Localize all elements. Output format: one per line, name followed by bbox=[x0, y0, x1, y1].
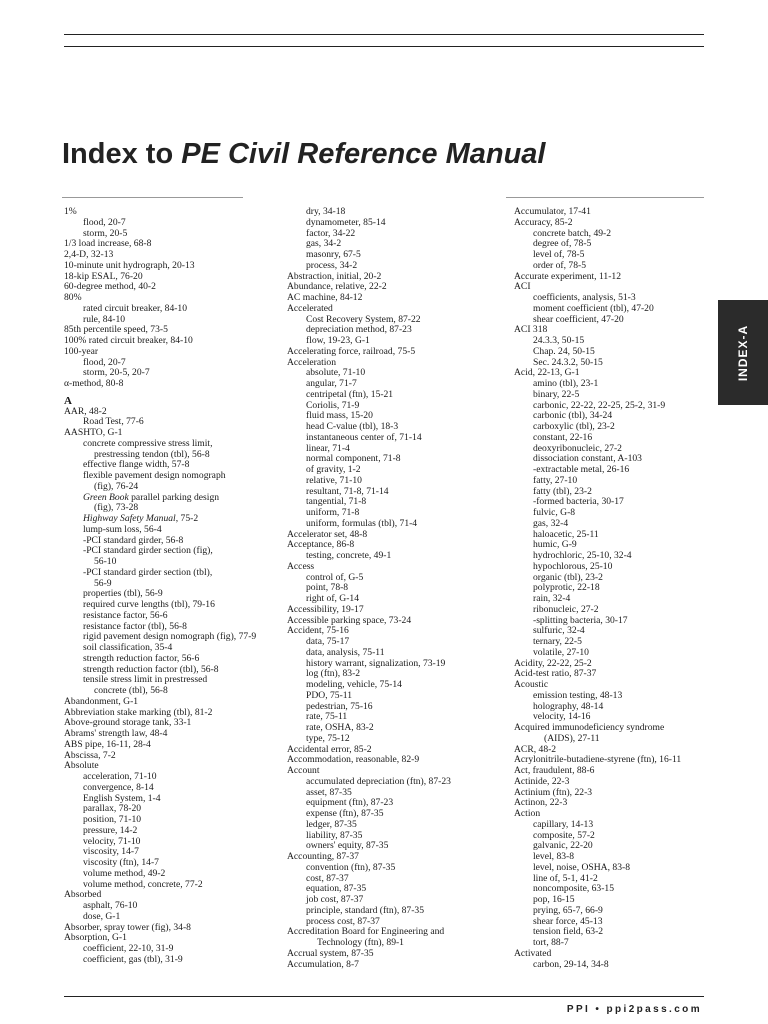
index-entry: shear force, 45-13 bbox=[533, 915, 603, 927]
index-entry: accumulated depreciation (ftn), 87-23 bbox=[306, 775, 451, 787]
index-entry: absolute, 71-10 bbox=[306, 367, 366, 379]
index-entry: capillary, 14-13 bbox=[533, 818, 594, 830]
footer-publisher: PPI • ppi2pass.com bbox=[566, 1004, 702, 1015]
index-entry: properties (tbl), 56-9 bbox=[83, 588, 163, 600]
index-entry: rated circuit breaker, 84-10 bbox=[83, 302, 188, 314]
index-entry: Above-ground storage tank, 33-1 bbox=[64, 717, 192, 729]
index-entry: history warrant, signalization, 73-19 bbox=[306, 657, 446, 669]
index-entry: level of, 78-5 bbox=[533, 249, 585, 260]
index-entry: asset, 87-35 bbox=[306, 786, 352, 798]
index-entry: AC machine, 84-12 bbox=[287, 292, 363, 303]
index-entry: Accreditation Board for Engineering and bbox=[287, 926, 445, 938]
index-entry: carbonic, 22-22, 22-25, 25-2, 31-9 bbox=[533, 399, 666, 411]
top-rule bbox=[64, 34, 704, 35]
index-entry: relative, 71-10 bbox=[306, 474, 362, 486]
index-entry: gas, 32-4 bbox=[533, 517, 569, 529]
index-entry: Acquired immunodeficiency syndrome bbox=[514, 722, 665, 733]
index-entry: 1/3 load increase, 68-8 bbox=[64, 238, 152, 250]
index-entry: tension field, 63-2 bbox=[533, 926, 604, 938]
index-entry: 100% rated circuit breaker, 84-10 bbox=[64, 335, 193, 346]
index-entry: Absorbed bbox=[64, 889, 102, 901]
index-entry: job cost, 87-37 bbox=[306, 894, 364, 905]
index-entry: 100-year bbox=[64, 345, 99, 357]
index-entry: coefficient, gas (tbl), 31-9 bbox=[83, 953, 183, 965]
title-prefix: Index to bbox=[62, 138, 182, 170]
index-entry: Acid, 22-13, G-1 bbox=[514, 367, 580, 379]
index-entry: galvanic, 22-20 bbox=[533, 840, 593, 852]
index-entry: level, noise, OSHA, 83-8 bbox=[533, 861, 630, 873]
index-entry: linear, 71-4 bbox=[306, 442, 350, 454]
index-entry: principle, standard (ftn), 87-35 bbox=[306, 904, 425, 916]
index-entry: 10-minute unit hydrograph, 20-13 bbox=[64, 259, 195, 271]
index-entry: required curve lengths (tbl), 79-16 bbox=[83, 599, 215, 610]
index-entry: resistance factor (tbl), 56-8 bbox=[83, 620, 187, 632]
index-entry: shear coefficient, 47-20 bbox=[533, 313, 624, 325]
index-entry: Accelerator set, 48-8 bbox=[287, 528, 368, 540]
index-entry: hydrochloric, 25-10, 32-4 bbox=[533, 550, 632, 561]
index-entry: coefficient, 22-10, 31-9 bbox=[83, 943, 174, 954]
index-entry: rate, OSHA, 83-2 bbox=[306, 722, 374, 733]
index-entry: volume method, concrete, 77-2 bbox=[83, 878, 203, 890]
index-entry: process cost, 87-37 bbox=[306, 915, 380, 927]
index-entry: angular, 71-7 bbox=[306, 378, 357, 389]
index-entry: noncomposite, 63-15 bbox=[533, 883, 615, 895]
index-entry: dose, G-1 bbox=[83, 910, 121, 922]
index-entry: level, 83-8 bbox=[533, 851, 575, 862]
title-underline bbox=[62, 197, 243, 198]
index-entry: fatty, 27-10 bbox=[533, 474, 578, 486]
index-entry-rest: parallel parking design bbox=[128, 491, 220, 503]
index-entry: carboxylic (tbl), 23-2 bbox=[533, 421, 615, 432]
index-entry: type, 75-12 bbox=[306, 732, 350, 744]
index-entry: control of, G-5 bbox=[306, 571, 364, 583]
index-entry: volume method, 49-2 bbox=[83, 867, 166, 879]
index-entry: haloacetic, 25-11 bbox=[533, 528, 599, 540]
index-entry: viscosity, 14-7 bbox=[83, 846, 139, 858]
index-entry bbox=[64, 493, 256, 504]
index-entry: expense (ftn), 87-35 bbox=[306, 808, 384, 819]
index-entry: convention (ftn), 87-35 bbox=[306, 861, 396, 873]
index-entry: centripetal (ftn), 15-21 bbox=[306, 388, 394, 400]
index-entry: Absorption, G-1 bbox=[64, 932, 127, 944]
index-entry: modeling, vehicle, 75-14 bbox=[306, 679, 402, 690]
index-entry: resultant, 71-8, 71-14 bbox=[306, 485, 389, 497]
index-entry: Accessibility, 19-17 bbox=[287, 603, 364, 615]
index-entry: Abandonment, G-1 bbox=[64, 695, 139, 707]
index-entry: concrete batch, 49-2 bbox=[533, 227, 612, 239]
index-entry: pop, 16-15 bbox=[533, 894, 575, 905]
index-entry: Act, fraudulent, 88-6 bbox=[514, 765, 595, 776]
index-entry: Access bbox=[287, 560, 315, 572]
index-entry: 18-kip ESAL, 76-20 bbox=[64, 270, 143, 282]
index-entry: Sec. 24.3.2, 50-15 bbox=[533, 356, 603, 368]
index-entry: Accelerated bbox=[287, 302, 333, 314]
index-entry: Action bbox=[514, 808, 541, 819]
index-entry: -extractable metal, 26-16 bbox=[533, 464, 630, 475]
index-entry: tangential, 71-8 bbox=[306, 496, 367, 508]
index-entry: position, 71-10 bbox=[83, 814, 142, 825]
index-column-3 bbox=[514, 207, 681, 970]
index-entry: English System, 1-4 bbox=[83, 792, 161, 804]
index-entry: Acrylonitrile-butadiene-styrene (ftn), 16-11 bbox=[514, 754, 682, 766]
top-rule-2 bbox=[64, 46, 704, 47]
index-entry: prying, 65-7, 66-9 bbox=[533, 904, 603, 916]
index-entry: dynamometer, 85-14 bbox=[306, 216, 386, 228]
index-entry: -PCI standard girder section (tbl), bbox=[83, 566, 213, 578]
index-entry: process, 34-2 bbox=[306, 259, 358, 271]
index-entry: 56-9 bbox=[94, 577, 112, 589]
index-entry: 60-degree method, 40-2 bbox=[64, 281, 156, 293]
index-entry: storm, 20-5 bbox=[83, 227, 128, 239]
index-entry: flow, 19-23, G-1 bbox=[306, 335, 370, 346]
index-entry: dry, 34-18 bbox=[306, 206, 346, 217]
index-entry: volatile, 27-10 bbox=[533, 646, 589, 658]
index-entry: data, 75-17 bbox=[306, 636, 350, 647]
index-entry: Accounting, 87-37 bbox=[287, 851, 359, 862]
index-entry: Abscissa, 7-2 bbox=[64, 749, 116, 761]
index-entry: Accuracy, 85-2 bbox=[514, 216, 573, 228]
index-entry: ACR, 48-2 bbox=[514, 743, 557, 755]
index-entry: moment coefficient (tbl), 47-20 bbox=[533, 302, 654, 314]
index-entry: AASHTO, G-1 bbox=[64, 427, 123, 438]
index-entry: instantaneous center of, 71-14 bbox=[306, 431, 422, 443]
index-entry: fatty (tbl), 23-2 bbox=[533, 485, 592, 497]
index-entry: fluid mass, 15-20 bbox=[306, 410, 373, 422]
index-entry: rigid pavement design nomograph (fig), 77-9 bbox=[83, 631, 257, 643]
index-entry: right of, G-14 bbox=[306, 593, 360, 604]
index-entry: tensile stress limit in prestressed bbox=[83, 674, 208, 686]
index-entry: PDO, 75-11 bbox=[306, 689, 353, 701]
index-entry: pressure, 14-2 bbox=[83, 824, 138, 836]
index-entry: Acidity, 22-22, 25-2 bbox=[514, 657, 592, 669]
index-entry: of gravity, 1-2 bbox=[306, 464, 361, 475]
index-entry: factor, 34-22 bbox=[306, 227, 356, 239]
index-entry: velocity, 14-16 bbox=[533, 711, 591, 723]
index-entry: Cost Recovery System, 87-22 bbox=[306, 313, 421, 325]
index-entry: 80% bbox=[64, 292, 82, 303]
index-entry: point, 78-8 bbox=[306, 582, 349, 594]
index-entry: ACI bbox=[514, 281, 531, 293]
index-entry: Account bbox=[287, 765, 320, 776]
index-entry: ABS pipe, 16-11, 28-4 bbox=[64, 738, 151, 750]
index-entry: Acid-test ratio, 87-37 bbox=[514, 668, 597, 680]
index-entry: Acceptance, 86-8 bbox=[287, 539, 355, 551]
index-entry: depreciation method, 87-23 bbox=[306, 324, 412, 336]
index-entry: Accidental error, 85-2 bbox=[287, 743, 372, 755]
index-entry: carbonic (tbl), 34-24 bbox=[533, 410, 613, 422]
index-entry: equation, 87-35 bbox=[306, 883, 367, 895]
index-entry: owners' equity, 87-35 bbox=[306, 840, 389, 852]
index-entry: Absolute bbox=[64, 760, 99, 772]
index-entry: strength reduction factor (tbl), 56-8 bbox=[83, 663, 219, 675]
index-entry: prestressing tendon (tbl), 56-8 bbox=[94, 448, 210, 460]
index-entry: flexible pavement design nomograph bbox=[83, 470, 226, 481]
index-entry: Road Test, 77-6 bbox=[83, 416, 144, 428]
index-entry: α-method, 80-8 bbox=[64, 378, 124, 389]
index-entry: (fig), 76-24 bbox=[94, 480, 139, 492]
index-entry: rain, 32-4 bbox=[533, 593, 571, 604]
index-entry: 85th percentile speed, 73-5 bbox=[64, 324, 168, 336]
index-entry: Accelerating force, railroad, 75-5 bbox=[287, 345, 416, 357]
index-entry: viscosity (ftn), 14-7 bbox=[83, 857, 159, 868]
index-entry: deoxyribonucleic, 27-2 bbox=[533, 442, 622, 454]
index-entry: Actinon, 22-3 bbox=[514, 797, 568, 809]
index-entry: flood, 20-7 bbox=[83, 356, 126, 368]
index-entry: ledger, 87-35 bbox=[306, 818, 357, 830]
index-entry: lump-sum loss, 56-4 bbox=[83, 523, 162, 535]
index-entry: velocity, 71-10 bbox=[83, 835, 141, 847]
index-entry: Absorber, spray tower (fig), 34-8 bbox=[64, 921, 191, 933]
index-entry: rule, 84-10 bbox=[83, 313, 126, 325]
index-entry: line of, 5-1, 41-2 bbox=[533, 872, 598, 884]
index-entry: coefficients, analysis, 51-3 bbox=[533, 292, 636, 303]
index-entry: order of, 78-5 bbox=[533, 259, 587, 271]
index-entry: degree of, 78-5 bbox=[533, 238, 592, 250]
index-entry: Abundance, relative, 22-2 bbox=[287, 281, 387, 293]
index-entry: resistance factor, 56-6 bbox=[83, 609, 168, 621]
index-entry: tort, 88-7 bbox=[533, 937, 569, 948]
index-entry: Accessible parking space, 73-24 bbox=[287, 614, 412, 626]
index-entry: acceleration, 71-10 bbox=[83, 771, 157, 782]
index-entry: 1% bbox=[64, 206, 77, 217]
index-entry: uniform, 71-8 bbox=[306, 507, 360, 518]
footer-rule bbox=[64, 996, 704, 997]
index-entry: storm, 20-5, 20-7 bbox=[83, 367, 150, 379]
index-entry: Abrams' strength law, 48-4 bbox=[64, 728, 168, 739]
index-entry: Abstraction, initial, 20-2 bbox=[287, 270, 382, 282]
index-entry: 2,4-D, 32-13 bbox=[64, 249, 114, 260]
index-entry: AAR, 48-2 bbox=[64, 405, 107, 417]
title-underline-right bbox=[506, 197, 704, 198]
index-entry: composite, 57-2 bbox=[533, 829, 595, 841]
index-column-2 bbox=[287, 207, 451, 970]
index-side-tab[interactable] bbox=[718, 300, 768, 405]
index-entry: liability, 87-35 bbox=[306, 829, 363, 841]
index-entry: soil classification, 35-4 bbox=[83, 642, 173, 653]
index-entry: Accrual system, 87-35 bbox=[287, 947, 374, 959]
index-entry: -PCI standard girder, 56-8 bbox=[83, 534, 184, 546]
index-entry: Acoustic bbox=[514, 679, 549, 690]
index-entry-italic: Green Book bbox=[83, 491, 129, 503]
index-entry: Activated bbox=[514, 947, 552, 959]
index-entry: normal component, 71-8 bbox=[306, 453, 401, 465]
index-section-letter: A bbox=[64, 394, 72, 407]
index-entry: 56-10 bbox=[94, 556, 117, 567]
index-entry: Accumulation, 8-7 bbox=[287, 958, 359, 970]
page-title bbox=[62, 138, 545, 171]
index-entry: Technology (ftn), 89-1 bbox=[317, 937, 404, 948]
index-entry: concrete (tbl), 56-8 bbox=[94, 685, 168, 696]
index-entry: sulfuric, 32-4 bbox=[533, 625, 585, 637]
index-entry: -PCI standard girder section (fig), bbox=[83, 545, 213, 557]
index-entry: 24.3.3, 50-15 bbox=[533, 335, 585, 346]
index-entry: uniform, formulas (tbl), 71-4 bbox=[306, 517, 418, 529]
index-entry: ACI 318 bbox=[514, 324, 548, 336]
index-entry: ribonucleic, 27-2 bbox=[533, 603, 599, 615]
index-entry: Abbreviation stake marking (tbl), 81-2 bbox=[64, 706, 213, 718]
index-entry: -splitting bacteria, 30-17 bbox=[533, 614, 628, 626]
index-entry: Actinium (ftn), 22-3 bbox=[514, 786, 593, 798]
index-entry: flood, 20-7 bbox=[83, 216, 126, 228]
index-entry: cost, 87-37 bbox=[306, 872, 349, 884]
index-entry: Accurate experiment, 11-12 bbox=[514, 270, 621, 282]
index-column-1 bbox=[64, 207, 256, 966]
index-entry: masonry, 67-5 bbox=[306, 249, 361, 260]
index-entry: Accommodation, reasonable, 82-9 bbox=[287, 754, 420, 766]
side-tab-label: INDEX-A bbox=[736, 324, 750, 381]
index-entry: head C-value (tbl), 18-3 bbox=[306, 421, 399, 432]
index-entry: (AIDS), 27-11 bbox=[544, 732, 600, 744]
index-entry: Actinide, 22-3 bbox=[514, 775, 570, 787]
index-entry: gas, 34-2 bbox=[306, 238, 342, 250]
index-entry: pedestrian, 75-16 bbox=[306, 700, 373, 712]
index-entry: effective flange width, 57-8 bbox=[83, 459, 190, 471]
index-entry: holography, 48-14 bbox=[533, 700, 604, 712]
index-entry: organic (tbl), 23-2 bbox=[533, 571, 603, 583]
title-book-name: PE Civil Reference Manual bbox=[181, 138, 546, 170]
index-entry: amino (tbl), 23-1 bbox=[533, 378, 599, 389]
index-entry: strength reduction factor, 56-6 bbox=[83, 652, 200, 664]
index-entry: hypochlorous, 25-10 bbox=[533, 560, 613, 572]
index-entry: asphalt, 76-10 bbox=[83, 900, 138, 911]
index-entry: humic, G-9 bbox=[533, 539, 577, 551]
index-entry: emission testing, 48-13 bbox=[533, 689, 623, 701]
index-entry: data, analysis, 75-11 bbox=[306, 646, 385, 658]
index-entry: Accident, 75-16 bbox=[287, 625, 349, 637]
index-entry: polyprotic, 22-18 bbox=[533, 582, 600, 594]
index-entry: Acceleration bbox=[287, 356, 337, 368]
index-entry: ternary, 22-5 bbox=[533, 636, 582, 647]
index-entry: carbon, 29-14, 34-8 bbox=[533, 958, 609, 970]
index-entry: constant, 22-16 bbox=[533, 431, 593, 443]
index-entry: rate, 75-11 bbox=[306, 711, 348, 723]
index-entry: parallax, 78-20 bbox=[83, 803, 142, 815]
index-entry: testing, concrete, 49-1 bbox=[306, 550, 392, 561]
index-entry: fulvic, G-8 bbox=[533, 507, 576, 518]
index-entry: (fig), 73-28 bbox=[94, 502, 139, 514]
index-entry: concrete compressive stress limit, bbox=[83, 437, 213, 449]
index-entry: dissociation constant, A-103 bbox=[533, 453, 642, 465]
index-entry: log (ftn), 83-2 bbox=[306, 668, 361, 680]
index-entry: -formed bacteria, 30-17 bbox=[533, 496, 624, 508]
index-entry: Coriolis, 71-9 bbox=[306, 399, 360, 411]
index-entry: convergence, 8-14 bbox=[83, 781, 154, 793]
index-entry-rest: , 75-2 bbox=[175, 513, 199, 524]
index-entry-italic: Highway Safety Manual bbox=[83, 513, 176, 524]
index-entry: equipment (ftn), 87-23 bbox=[306, 797, 394, 809]
index-entry: Chap. 24, 50-15 bbox=[533, 345, 595, 357]
index-entry: binary, 22-5 bbox=[533, 388, 580, 400]
index-entry: Accumulator, 17-41 bbox=[514, 206, 591, 217]
